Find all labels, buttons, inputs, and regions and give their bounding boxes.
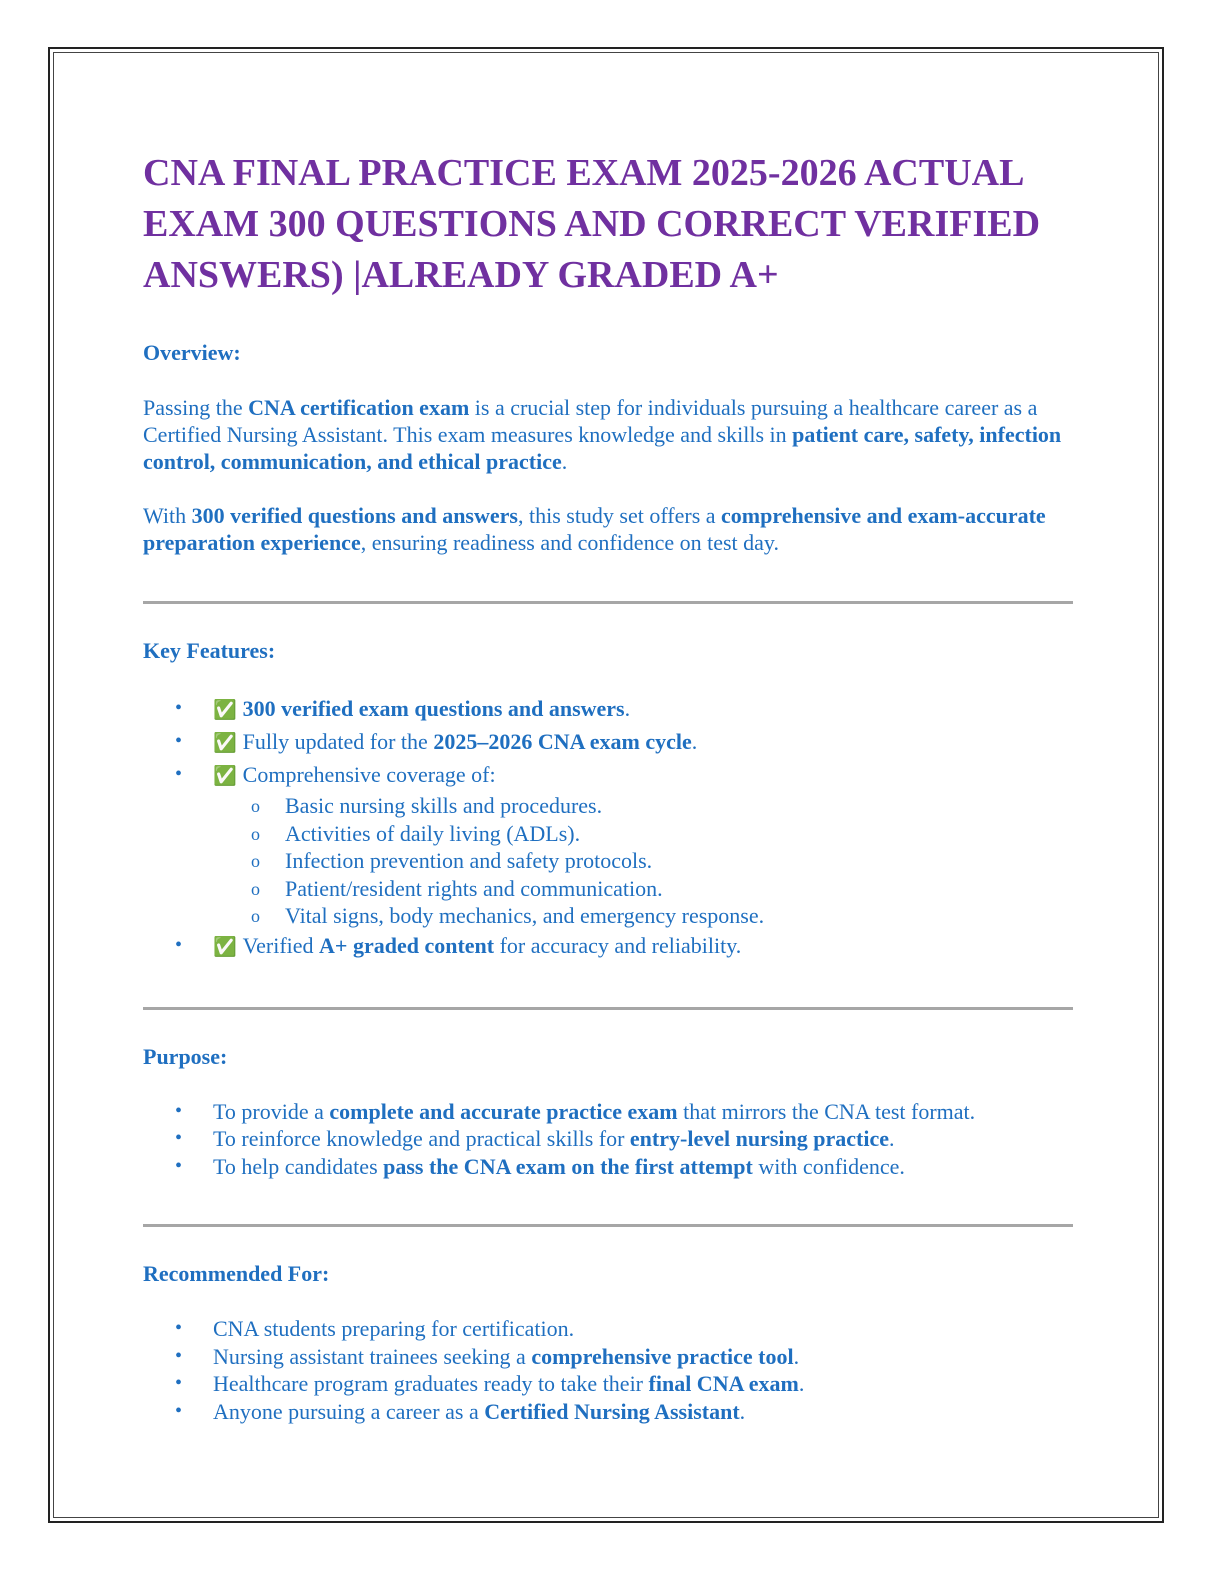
- check-icon: ✅: [213, 699, 237, 721]
- list-item: • ✅ 300 verified exam questions and answers.: [143, 693, 1073, 726]
- purpose-list: [143, 1098, 1073, 1181]
- overview-paragraph-1: Passing the CNA certification exam is a crucial step for individuals pursuing a healthcare career as a Certified Nursing Assistant. This exam measures knowledge and skills in patient care, safety, infection control, communication, and ethical practice.: [143, 395, 1062, 474]
- overview-paragraph-2: With 300 verified questions and answers, this study set offers a comprehensive and exam-accurate preparation experience, ensuring readiness and confidence on test day.: [143, 503, 1046, 555]
- check-icon: ✅: [213, 732, 237, 754]
- list-item: • Anyone pursuing a career as a Certified Nursing Assistant.: [143, 1398, 1073, 1426]
- check-icon: ✅: [213, 935, 237, 958]
- list-item: • ✅ Fully updated for the 2025–2026 CNA exam cycle.: [143, 726, 1073, 759]
- list-item: • ✅ Verified A+ graded content for accuracy and reliability.: [143, 930, 1073, 963]
- sublist-item: o Basic nursing skills and procedures.: [213, 792, 1073, 820]
- document-title: CNA FINAL PRACTICE EXAM 2025-2026 ACTUAL EXAM 300 QUESTIONS AND CORRECT VERIFIED ANSWERS) |ALREADY GRADED A+: [143, 152, 1041, 296]
- list-item: • CNA students preparing for certification.: [143, 1315, 1073, 1343]
- list-item: • To help candidates pass the CNA exam on the first attempt with confidence.: [143, 1153, 1073, 1181]
- sublist-item: o Infection prevention and safety protocols.: [213, 847, 1073, 875]
- list-item: • To reinforce knowledge and practical skills for entry-level nursing practice.: [143, 1125, 1073, 1153]
- check-icon: ✅: [213, 765, 237, 787]
- recommended-list: [143, 1315, 1073, 1425]
- coverage-sublist: [213, 792, 1073, 930]
- key-features-list: [143, 693, 1073, 963]
- list-item: • To provide a complete and accurate practice exam that mirrors the CNA test format.: [143, 1098, 1073, 1126]
- list-item: • Healthcare program graduates ready to take their final CNA exam.: [143, 1370, 1073, 1398]
- list-item: • Nursing assistant trainees seeking a comprehensive practice tool.: [143, 1343, 1073, 1371]
- recommended-heading: Recommended For:: [143, 1261, 330, 1286]
- sublist-item: o Patient/resident rights and communication.: [213, 875, 1073, 903]
- sublist-item: o Activities of daily living (ADLs).: [213, 820, 1073, 848]
- document-body: [143, 148, 1073, 1425]
- overview-heading: Overview:: [143, 340, 241, 365]
- list-item: • ✅ Comprehensive coverage of: o Basic nursing skills and procedures. o Activities of daily living (ADLs). o Infection prevention and safety protocols. o Patient/resident rights and communication. o Vital signs, body mechanics, and emergency response.: [143, 759, 1073, 930]
- key-features-heading: Key Features:: [143, 638, 276, 663]
- sublist-item: o Vital signs, body mechanics, and emergency response.: [213, 902, 1073, 930]
- purpose-heading: Purpose:: [143, 1043, 228, 1069]
